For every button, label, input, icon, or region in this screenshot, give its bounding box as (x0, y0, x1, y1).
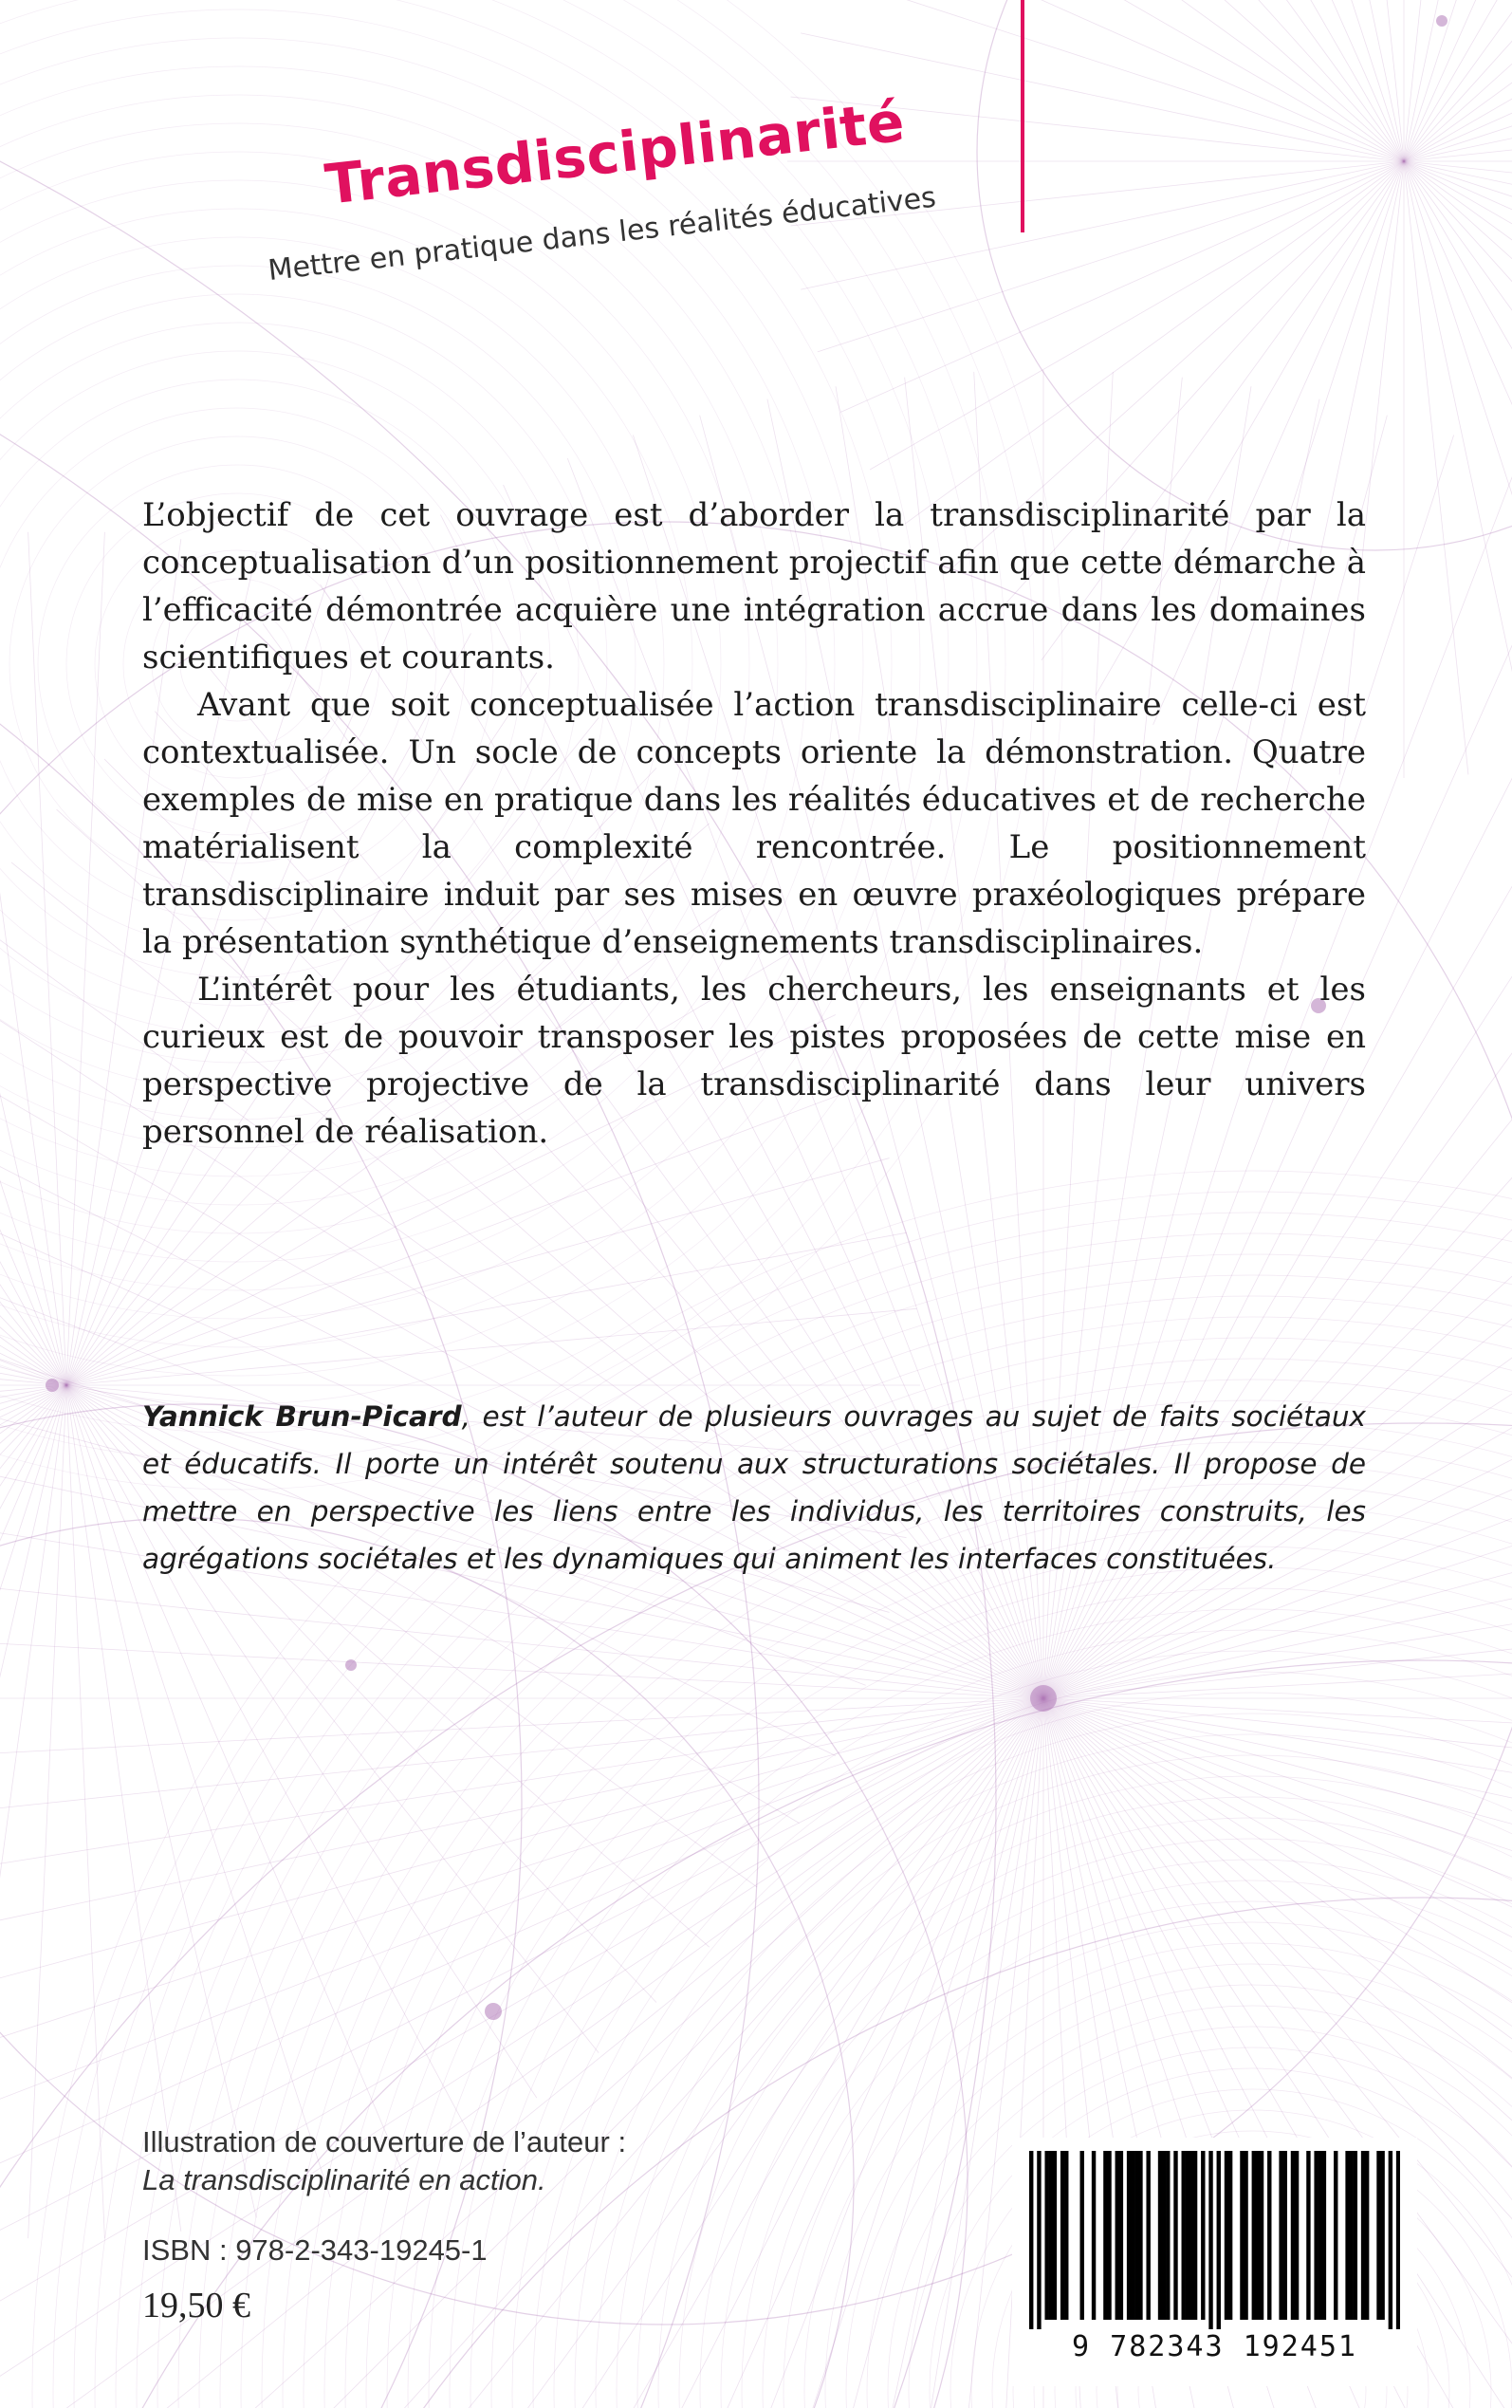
book-title: Transdisciplinarité (322, 88, 908, 217)
barcode-bar (1060, 2151, 1064, 2320)
barcode-bar (1173, 2151, 1177, 2320)
barcode-bar (1396, 2151, 1400, 2329)
barcode-bar (1380, 2151, 1384, 2320)
barcode-bar (1225, 2151, 1228, 2320)
summary-paragraph: L’objectif de cet ouvrage est d’aborder la transdisciplinarité par la conceptualisation d’un positionnement projectif afin que cette démarche à l’efficacité démontrée acquière une intégration accrue dans les domaines scientifiques et courants. (142, 496, 1366, 676)
barcode-bar (1044, 2151, 1048, 2320)
author-bio (142, 1393, 1366, 1583)
barcode-bar (1252, 2151, 1256, 2320)
barcode-bar (1053, 2151, 1057, 2320)
barcode-bar (1119, 2151, 1123, 2320)
summary-paragraph: Avant que soit conceptualisée l’action transdisciplinaire celle-ci est contextualisée. Un socle de concepts oriente la démonstration. Quatre exemples de mise en pratique dans les réalités éducatives et de recherche matérialisent la complexité rencontrée. Le positionnement transdisciplinaire induit par ses mises en œuvre praxéologiques prépare la présentation synthétique d’enseignements transdisciplinaires. (142, 686, 1366, 961)
barcode-bar (1240, 2151, 1244, 2320)
summary-text (142, 491, 1366, 1156)
summary-paragraph: L’intérêt pour les étudiants, les chercheurs, les enseignants et les curieux est de pouvoir transposer les pistes proposées de cette mise en perspective projective de la transdisciplinarité dans leur univers personnel de réalisation. (142, 971, 1366, 1151)
barcode-bar (1182, 2151, 1186, 2320)
barcode-bar (1193, 2151, 1197, 2320)
credit-line: Illustration de couverture de l’auteur : (142, 2125, 627, 2158)
credit-artwork-title: La transdisciplinarité en action. (142, 2163, 546, 2196)
barcode (1012, 2138, 1417, 2386)
barcode-bar (1306, 2151, 1310, 2320)
barcode-bar (1116, 2151, 1119, 2320)
barcode-bar (1162, 2151, 1166, 2320)
barcode-bar (1029, 2151, 1033, 2329)
barcode-bar (1334, 2151, 1337, 2320)
barcode-bar (1279, 2151, 1282, 2320)
barcode-bar (1318, 2151, 1322, 2320)
barcode-bar (1295, 2151, 1299, 2320)
barcode-bar (1208, 2151, 1212, 2329)
barcode-bar (1345, 2151, 1349, 2320)
barcode-bar (1314, 2151, 1318, 2320)
barcode-bar (1365, 2151, 1369, 2320)
author-name: Yannick Brun-Picard (142, 1400, 462, 1433)
barcode-bar (1049, 2151, 1053, 2320)
barcode-bar (1322, 2151, 1326, 2320)
barcode-bar (1186, 2151, 1189, 2320)
barcode-bar (1349, 2151, 1353, 2320)
barcode-bar (1166, 2151, 1170, 2320)
barcode-bar (1146, 2151, 1150, 2320)
barcode-bar (1092, 2151, 1096, 2320)
barcode-bar (1389, 2151, 1392, 2329)
book-subtitle: Mettre en pratique dans les réalités éducatives (266, 180, 938, 288)
barcode-digits: 9 782343 192451 (1072, 2330, 1357, 2363)
barcode-bar (1354, 2151, 1357, 2320)
author-bio-text: , est l’auteur de plusieurs ouvrages au sujet de faits sociétaux et éducatifs. Il porte un intérêt soutenu aux structurations sociétales. Il propose de mettre en perspective les liens entre les individus, les territoires construits, les agrégations sociétales et les dynamiques qui animent les interfaces constituées. (142, 1400, 1366, 1575)
barcode-bar (1103, 2151, 1107, 2320)
barcode-bar (1256, 2151, 1260, 2320)
barcode-bar (1138, 2151, 1142, 2320)
barcode-bar (1283, 2151, 1287, 2320)
barcode-bar (1260, 2151, 1263, 2320)
barcode-bar (1291, 2151, 1295, 2320)
barcode-bar (1376, 2151, 1380, 2320)
barcode-bar (1228, 2151, 1232, 2320)
barcode-bar (1131, 2151, 1134, 2320)
barcode-bar (1244, 2151, 1247, 2320)
barcode-bar (1107, 2151, 1111, 2320)
isbn: ISBN : 978-2-343-19245-1 (142, 2233, 488, 2267)
barcode-bar (1080, 2151, 1084, 2320)
barcode-bars (1029, 2151, 1400, 2329)
barcode-bar (1361, 2151, 1365, 2320)
barcode-bar (1064, 2151, 1068, 2320)
barcode-bar (1134, 2151, 1138, 2320)
barcode-bar (1127, 2151, 1131, 2320)
barcode-bar (1158, 2151, 1162, 2320)
barcode-bar (1217, 2151, 1221, 2329)
cover-credit (142, 2123, 626, 2199)
barcode-bar (1201, 2151, 1205, 2320)
barcode-bar (1189, 2151, 1193, 2320)
price: 19,50 € (142, 2286, 250, 2325)
title-accent-bar (1021, 0, 1024, 232)
barcode-bar (1037, 2151, 1041, 2329)
barcode-bar (1267, 2151, 1271, 2320)
